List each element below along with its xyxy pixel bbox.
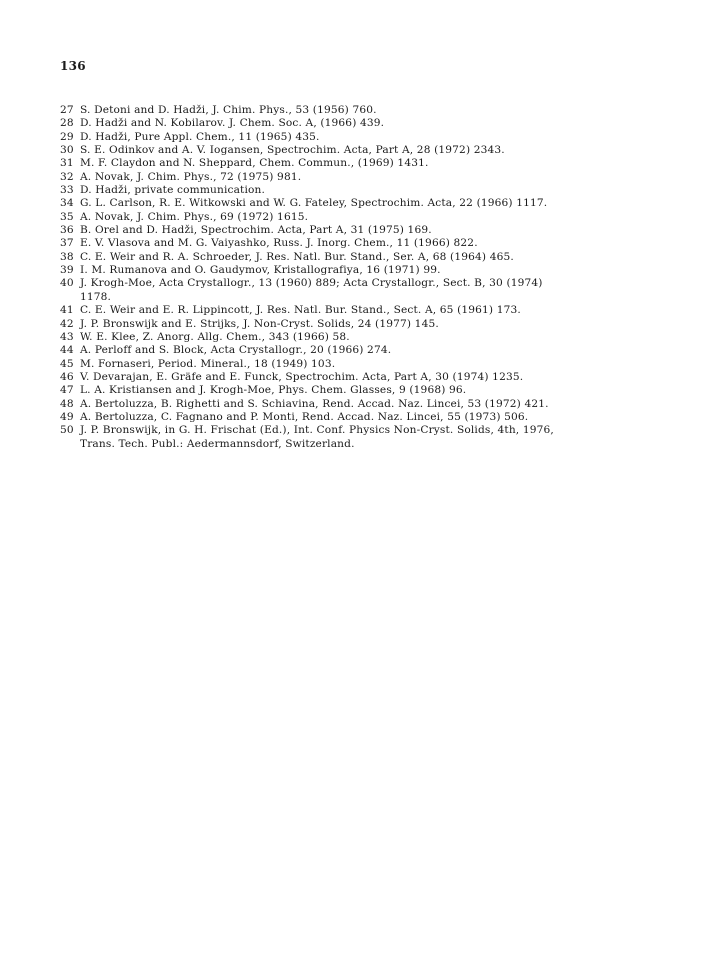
reference-item <box>60 131 680 144</box>
reference-item <box>60 264 680 277</box>
reference-number: 49 <box>60 410 74 423</box>
reference-text: M. F. Claydon and N. Sheppard, Chem. Commun., (1969) 1431. <box>80 157 429 170</box>
reference-text: C. E. Weir and E. R. Lippincott, J. Res. Natl. Bur. Stand., Sect. A, 65 (1961) 173. <box>80 304 521 317</box>
reference-number: 43 <box>60 330 74 343</box>
reference-item <box>60 331 680 344</box>
reference-item <box>60 304 680 317</box>
reference-text: S. E. Odinkov and A. V. Iogansen, Spectrochim. Acta, Part A, 28 (1972) 2343. <box>80 144 505 157</box>
reference-text: J. Krogh-Moe, Acta Crystallogr., 13 (1960) 889; Acta Crystallogr., Sect. B, 30 (1974) <box>80 277 543 290</box>
reference-number: 41 <box>60 304 74 317</box>
reference-text: A. Perloff and S. Block, Acta Crystallogr., 20 (1966) 274. <box>80 344 392 357</box>
reference-text: J. P. Bronswijk, in G. H. Frischat (Ed.), Int. Conf. Physics Non-Cryst. Solids, 4th, 1976, <box>80 424 554 437</box>
reference-item <box>60 318 680 331</box>
reference-number: 46 <box>60 370 74 383</box>
reference-text-continuation: Trans. Tech. Publ.: Aedermannsdorf, Switzerland. <box>80 437 355 450</box>
reference-text: D. Hadži, Pure Appl. Chem., 11 (1965) 435. <box>80 130 320 143</box>
reference-text: W. E. Klee, Z. Anorg. Allg. Chem., 343 (1966) 58. <box>80 330 350 343</box>
reference-text: J. P. Bronswijk and E. Strijks, J. Non-Cryst. Solids, 24 (1977) 145. <box>80 317 439 330</box>
reference-number: 39 <box>60 264 74 277</box>
reference-text: C. E. Weir and R. A. Schroeder, J. Res. Natl. Bur. Stand., Ser. A, 68 (1964) 465. <box>80 250 514 263</box>
reference-item <box>60 157 680 170</box>
reference-item <box>60 184 680 197</box>
reference-number: 42 <box>60 317 74 330</box>
reference-item <box>60 424 680 451</box>
reference-list <box>60 104 680 451</box>
reference-text: M. Fornaseri, Period. Mineral., 18 (1949) 103. <box>80 357 336 370</box>
reference-item <box>60 398 680 411</box>
reference-text: D. Hadži, private communication. <box>80 184 266 197</box>
reference-text-continuation: 1178. <box>80 290 112 303</box>
reference-item <box>60 117 680 130</box>
reference-text: A. Novak, J. Chim. Phys., 69 (1972) 1615. <box>80 210 309 223</box>
reference-text: L. A. Kristiansen and J. Krogh-Moe, Phys. Chem. Glasses, 9 (1968) 96. <box>80 384 467 397</box>
reference-item <box>60 171 680 184</box>
reference-number: 27 <box>60 104 74 116</box>
reference-item <box>60 344 680 357</box>
reference-number: 47 <box>60 384 74 397</box>
reference-item <box>60 197 680 210</box>
page-number: 136 <box>60 59 86 73</box>
reference-text: S. Detoni and D. Hadži, J. Chim. Phys., 53 (1956) 760. <box>80 104 377 116</box>
reference-item <box>60 211 680 224</box>
reference-text: I. M. Rumanova and O. Gaudymov, Kristallografiya, 16 (1971) 99. <box>80 264 441 277</box>
reference-number: 29 <box>60 130 74 143</box>
reference-text: E. V. Vlasova and M. G. Vaiyashko, Russ. J. Inorg. Chem., 11 (1966) 822. <box>80 237 478 250</box>
reference-item <box>60 224 680 237</box>
reference-number: 34 <box>60 197 74 210</box>
reference-item <box>60 104 680 117</box>
reference-number: 35 <box>60 210 74 223</box>
reference-text: B. Orel and D. Hadži, Spectrochim. Acta, Part A, 31 (1975) 169. <box>80 224 432 237</box>
reference-item <box>60 371 680 384</box>
reference-text: A. Novak, J. Chim. Phys., 72 (1975) 981. <box>80 170 302 183</box>
reference-number: 48 <box>60 397 74 410</box>
reference-text: A. Bertoluzza, C. Fagnano and P. Monti, Rend. Accad. Naz. Lincei, 55 (1973) 506. <box>80 410 529 423</box>
reference-number: 36 <box>60 224 74 237</box>
reference-item <box>60 358 680 371</box>
reference-item <box>60 384 680 397</box>
reference-number: 30 <box>60 144 74 157</box>
reference-number: 50 <box>60 424 74 437</box>
reference-number: 31 <box>60 157 74 170</box>
reference-text: G. L. Carlson, R. E. Witkowski and W. G. Fateley, Spectrochim. Acta, 22 (1966) 1117. <box>80 197 548 210</box>
reference-item <box>60 277 680 304</box>
reference-item <box>60 144 680 157</box>
reference-number: 28 <box>60 117 74 130</box>
reference-number: 32 <box>60 170 74 183</box>
reference-number: 40 <box>60 277 74 290</box>
reference-item <box>60 251 680 264</box>
reference-text: A. Bertoluzza, B. Righetti and S. Schiavina, Rend. Accad. Naz. Lincei, 53 (1972) 421. <box>80 397 549 410</box>
reference-number: 38 <box>60 250 74 263</box>
reference-text: V. Devarajan, E. Gräfe and E. Funck, Spectrochim. Acta, Part A, 30 (1974) 1235. <box>80 370 524 383</box>
reference-number: 45 <box>60 357 74 370</box>
reference-text: D. Hadži and N. Kobilarov. J. Chem. Soc. A, (1966) 439. <box>80 117 385 130</box>
reference-item <box>60 237 680 250</box>
reference-number: 44 <box>60 344 74 357</box>
reference-number: 33 <box>60 184 74 197</box>
reference-number: 37 <box>60 237 74 250</box>
reference-item <box>60 411 680 424</box>
